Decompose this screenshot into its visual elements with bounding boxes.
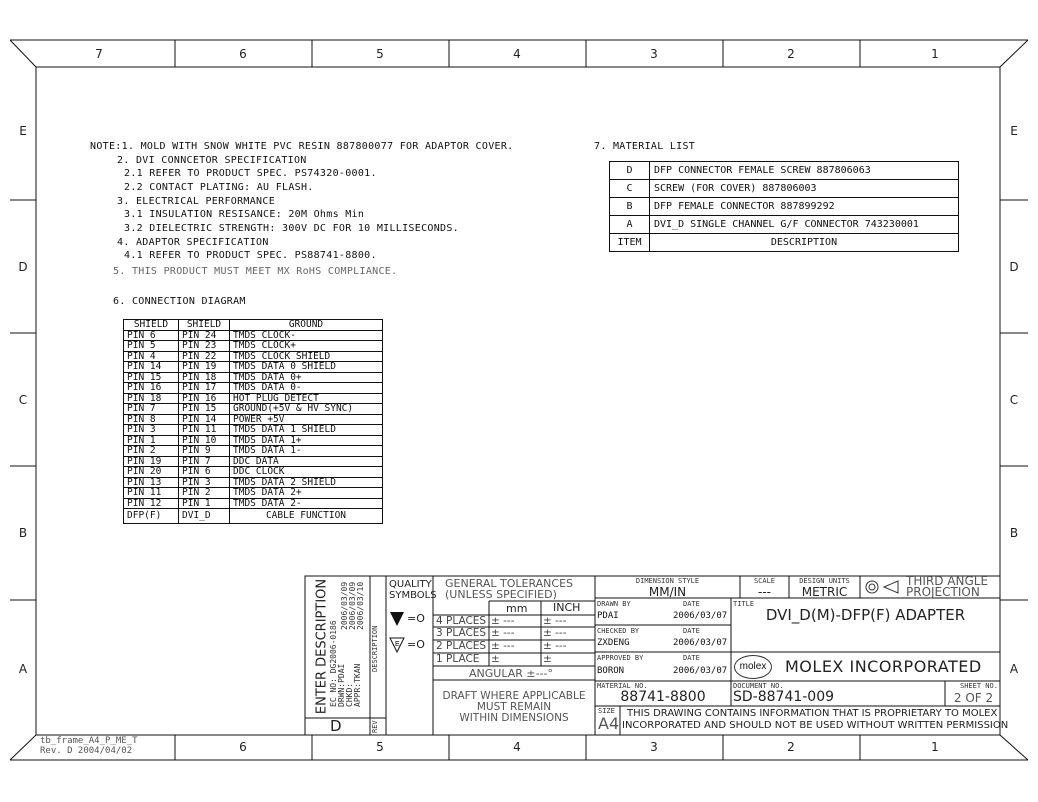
connection-cell-dvi-pin: PIN 15: [179, 404, 230, 415]
proprietary-notice-2: INCORPORATED AND SHOULD NOT BE USED WITHOUT WRITTEN PERMISSION: [622, 720, 1009, 731]
checked-by-value: ZXDENG: [597, 638, 630, 648]
revision-date-1: 2006/03/09: [340, 581, 349, 630]
connection-cell-dvi-pin: PIN 18: [179, 372, 230, 383]
connection-cell-signal: TMDS DATA 1 SHIELD: [230, 425, 383, 436]
revision-date-3: 2006/03/10: [356, 581, 365, 630]
approved-date-label: DATE: [683, 654, 700, 662]
connection-cell-dfp-pin: PIN 5: [124, 341, 179, 352]
connection-cell-dfp-pin: PIN 13: [124, 477, 179, 488]
approved-by-value: BORON: [597, 666, 625, 676]
size-value: A4: [598, 714, 620, 733]
draft-note-2: MUST REMAIN: [476, 701, 552, 713]
connection-cell-dfp-pin: PIN 20: [124, 467, 179, 478]
connection-header-shield-2: SHIELD: [179, 320, 230, 331]
material-item-letter: B: [610, 198, 650, 216]
drawing-title: DVI_D(M)-DFP(F) ADAPTER: [765, 606, 966, 624]
material-item-description: DFP CONNECTOR FEMALE SCREW 887806063: [650, 162, 959, 180]
revision-block: [305, 576, 370, 718]
drawn-date-value: 2006/03/07: [673, 611, 728, 621]
frame-template-id: tb_frame_A4_P_ME_T: [40, 736, 138, 746]
connection-cell-signal: TMDS DATA 2+: [230, 488, 383, 499]
connection-cell-dvi-pin: PIN 22: [179, 351, 230, 362]
draft-note-3: WITHIN DIMENSIONS: [459, 712, 569, 724]
tolerance-label: 1 PLACE: [436, 653, 480, 665]
connection-cell-dfp-pin: PIN 4: [124, 351, 179, 362]
material-footer-description: DESCRIPTION: [650, 234, 959, 252]
title-label: TITLE: [733, 600, 755, 608]
connection-cell-dvi-pin: PIN 17: [179, 383, 230, 394]
material-no-value: 88741-8800: [620, 689, 706, 705]
tolerance-label: 4 PLACES: [436, 615, 487, 627]
connection-cell-dfp-pin: PIN 6: [124, 330, 179, 341]
tolerance-label: 2 PLACES: [436, 640, 487, 652]
connection-footer-function: CABLE FUNCTION: [230, 509, 383, 524]
connection-cell-dvi-pin: PIN 10: [179, 435, 230, 446]
revision-letter: D: [330, 717, 342, 735]
connection-cell-dvi-pin: PIN 3: [179, 477, 230, 488]
design-units-value: METRIC: [801, 585, 848, 599]
revision-approved: APPR:TKAN: [353, 663, 362, 707]
quality-label: QUALITY: [389, 579, 432, 590]
dimension-style-value: MM/IN: [648, 585, 687, 599]
note-3-1: 3.1 INSULATION RESISANCE: 20M Ohms Min: [124, 209, 365, 220]
note-5: 5. THIS PRODUCT MUST MEET MX RoHS COMPLIANCE.: [113, 266, 398, 277]
zone-right-D: D: [1009, 260, 1019, 274]
drawn-date-label: DATE: [683, 600, 700, 608]
connection-cell-signal: GROUND(+5V & HV SYNC): [230, 404, 383, 415]
size-label: SIZE: [598, 707, 615, 715]
connection-cell-signal: TMDS CLOCK-: [230, 330, 383, 341]
connection-cell-dvi-pin: PIN 6: [179, 467, 230, 478]
connection-cell-dvi-pin: PIN 24: [179, 330, 230, 341]
connection-cell-dvi-pin: PIN 9: [179, 446, 230, 457]
approved-date-value: 2006/03/07: [673, 666, 728, 676]
tolerances-mm-header: mm: [506, 602, 528, 615]
tolerances-inch-header: INCH: [553, 601, 581, 614]
connection-cell-dvi-pin: PIN 2: [179, 488, 230, 499]
zone-top-7: 7: [95, 47, 103, 61]
material-footer-item: ITEM: [610, 234, 650, 252]
quality-symbols-label: SYMBOLS: [389, 590, 437, 601]
revision-drawn: DRWN:PDAI: [337, 663, 346, 707]
tolerance-label: 3 PLACES: [436, 627, 487, 639]
connection-cell-signal: TMDS DATA 0-: [230, 383, 383, 394]
zone-top-3: 3: [650, 47, 658, 61]
connection-cell-signal: DDC CLOCK: [230, 467, 383, 478]
connection-cell-dvi-pin: PIN 11: [179, 425, 230, 436]
tolerance-mm: ± ---: [491, 615, 515, 627]
connection-cell-signal: POWER +5V: [230, 414, 383, 425]
tolerance-inch: ±: [543, 653, 552, 665]
projection-line-1: THIRD ANGLE: [906, 574, 989, 588]
tolerance-mm: ± ---: [491, 640, 515, 652]
connection-cell-signal: TMDS DATA 1-: [230, 446, 383, 457]
connection-cell-dfp-pin: PIN 12: [124, 498, 179, 509]
connection-cell-dfp-pin: PIN 16: [124, 383, 179, 394]
zone-left-C: C: [18, 393, 28, 407]
zone-left-B: B: [18, 526, 28, 540]
material-item-letter: C: [610, 180, 650, 198]
connection-cell-dvi-pin: PIN 1: [179, 498, 230, 509]
enter-description-label: ENTER DESCRIPTION: [314, 578, 330, 715]
document-no-label: DOCUMENT NO.: [733, 682, 784, 690]
connection-cell-signal: DDC DATA: [230, 456, 383, 467]
quality-symbol-1: =O: [407, 612, 425, 625]
zone-top-6: 6: [239, 47, 247, 61]
connection-cell-signal: TMDS DATA 2 SHIELD: [230, 477, 383, 488]
material-list-title: 7. MATERIAL LIST: [594, 141, 696, 152]
connection-cell-signal: TMDS DATA 1+: [230, 435, 383, 446]
tolerances-title: GENERAL TOLERANCES: [445, 577, 574, 590]
connection-cell-dfp-pin: PIN 3: [124, 425, 179, 436]
note-3-2: 3.2 DIELECTRIC STRENGTH: 300V DC FOR 10 MILLISECONDS.: [124, 223, 459, 234]
material-item-description: DFP FEMALE CONNECTOR 887899292: [650, 198, 959, 216]
tolerance-mm: ± ---: [491, 627, 515, 639]
zone-left-E: E: [19, 124, 27, 138]
company-name: MOLEX INCORPORATED: [785, 657, 982, 676]
connection-cell-signal: HOT PLUG DETECT: [230, 393, 383, 404]
connection-cell-dfp-pin: PIN 18: [124, 393, 179, 404]
connection-footer-dvi: DVI_D: [179, 509, 230, 524]
quality-symbol-2: =O: [407, 638, 425, 651]
connection-cell-dfp-pin: PIN 7: [124, 404, 179, 415]
connection-cell-dvi-pin: PIN 16: [179, 393, 230, 404]
zone-bottom-4: 4: [513, 740, 521, 754]
drawn-by-label: DRAWN BY: [597, 600, 631, 608]
zone-bottom-5: 5: [376, 740, 384, 754]
note-2-2: 2.2 CONTACT PLATING: AU FLASH.: [124, 182, 314, 193]
connection-footer-dfp: DFP(F): [124, 509, 179, 524]
connection-header-ground: GROUND: [230, 320, 383, 331]
connection-cell-dfp-pin: PIN 14: [124, 362, 179, 373]
sheet-no-label: SHEET NO.: [960, 682, 998, 690]
connection-cell-dfp-pin: PIN 19: [124, 456, 179, 467]
material-no-label: MATERIAL NO.: [597, 682, 648, 690]
projection-line-2: PROJECTION: [906, 585, 980, 599]
connection-cell-dfp-pin: PIN 2: [124, 446, 179, 457]
tolerance-mm: ±: [491, 653, 500, 665]
material-item-description: SCREW (FOR COVER) 887806003: [650, 180, 959, 198]
zone-bottom-6: 6: [239, 740, 247, 754]
material-item-letter: A: [610, 216, 650, 234]
design-units-label: DESIGN UNITS: [799, 577, 850, 585]
connection-cell-dvi-pin: PIN 7: [179, 456, 230, 467]
connection-cell-signal: TMDS DATA 0+: [230, 372, 383, 383]
note-2-1: 2.1 REFER TO PRODUCT SPEC. PS74320-0001.: [124, 168, 377, 179]
connection-cell-signal: TMDS CLOCK+: [230, 341, 383, 352]
revision-checked: CHKD:: [345, 682, 354, 707]
tolerance-inch: ± ---: [543, 615, 567, 627]
drawn-by-value: PDAI: [597, 611, 619, 621]
revision-date-2: 2006/03/09: [348, 581, 357, 630]
zone-top-5: 5: [376, 47, 384, 61]
tolerances-subtitle: (UNLESS SPECIFIED): [445, 588, 557, 601]
material-item-description: DVI_D SINGLE CHANNEL G/F CONNECTOR 743230001: [650, 216, 959, 234]
document-no-value: SD-88741-009: [733, 689, 835, 705]
note-2: 2. DVI CONNCETOR SPECIFICATION: [117, 155, 307, 166]
tolerances-angular: ANGULAR ±---°: [469, 667, 553, 680]
proprietary-notice-1: THIS DRAWING CONTAINS INFORMATION THAT IS PROPRIETARY TO MOLEX: [627, 708, 998, 719]
third-angle-projection-icon: [864, 579, 902, 595]
zone-top-1: 1: [931, 47, 939, 61]
connection-diagram-title: 6. CONNECTION DIAGRAM: [113, 296, 246, 307]
draft-note-1: DRAFT WHERE APPLICABLE: [442, 690, 586, 702]
connection-cell-dfp-pin: PIN 15: [124, 372, 179, 383]
connection-cell-dfp-pin: PIN 8: [124, 414, 179, 425]
checked-by-label: CHECKED BY: [597, 627, 640, 635]
zone-left-D: D: [18, 260, 28, 274]
zone-bottom-1: 1: [931, 740, 939, 754]
checked-date-value: 2006/03/07: [673, 638, 728, 648]
material-item-letter: D: [610, 162, 650, 180]
note-4-1: 4.1 REFER TO PRODUCT SPEC. PS88741-8800.: [124, 250, 377, 261]
connection-cell-signal: TMDS DATA 0 SHIELD: [230, 362, 383, 373]
zone-right-C: C: [1009, 393, 1019, 407]
connection-cell-signal: TMDS DATA 2-: [230, 498, 383, 509]
tolerance-inch: ± ---: [543, 640, 567, 652]
molex-logo: molex: [734, 655, 772, 679]
connection-header-shield-1: SHIELD: [124, 320, 179, 331]
zone-left-A: A: [18, 662, 28, 676]
sheet-no-value: 2 OF 2: [953, 691, 994, 705]
svg-text:E: E: [395, 641, 400, 648]
checked-date-label: DATE: [683, 627, 700, 635]
note-3: 3. ELECTRICAL PERFORMANCE: [117, 196, 276, 207]
zone-bottom-3: 3: [650, 740, 658, 754]
dimension-style-label: DIMENSION STYLE: [635, 577, 700, 585]
zone-right-B: B: [1009, 526, 1019, 540]
tolerance-inch: ± ---: [543, 627, 567, 639]
scale-label: SCALE: [753, 577, 776, 585]
rev-column-label: REV: [371, 720, 379, 733]
zone-right-A: A: [1009, 662, 1019, 676]
connection-cell-dfp-pin: PIN 11: [124, 488, 179, 499]
connection-cell-dfp-pin: PIN 1: [124, 435, 179, 446]
zone-right-E: E: [1010, 124, 1018, 138]
note-1: NOTE:1. MOLD WITH SNOW WHITE PVC RESIN 887800077 FOR ADAPTOR COVER.: [90, 141, 514, 152]
scale-value: ---: [758, 585, 771, 599]
description-column-label: DESCRIPTION: [371, 625, 379, 672]
zone-top-2: 2: [787, 47, 795, 61]
zone-bottom-2: 2: [787, 740, 795, 754]
approved-by-label: APPROVED BY: [597, 654, 644, 662]
revision-ec-no: EC NO: DG2006-0186: [329, 620, 338, 707]
quality-triangle-outline-icon: [388, 636, 406, 654]
connection-cell-signal: TMDS CLOCK SHIELD: [230, 351, 383, 362]
connection-cell-dvi-pin: PIN 19: [179, 362, 230, 373]
frame-template-rev: Rev. D 2004/04/02: [40, 746, 133, 756]
zone-top-4: 4: [513, 47, 521, 61]
quality-triangle-filled-icon: [388, 610, 406, 628]
connection-cell-dvi-pin: PIN 14: [179, 414, 230, 425]
connection-cell-dvi-pin: PIN 23: [179, 341, 230, 352]
note-4: 4. ADAPTOR SPECIFICATION: [117, 237, 269, 248]
